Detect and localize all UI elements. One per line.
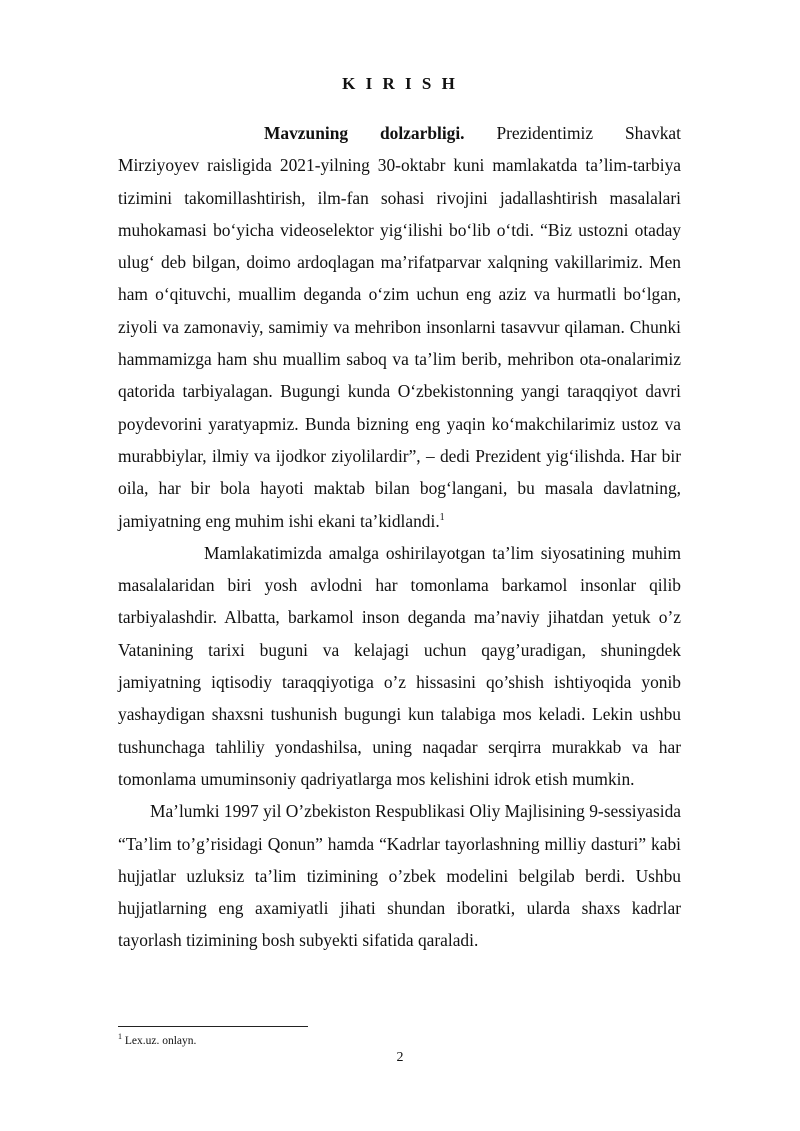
footnote-text: Lex.uz. onlayn. bbox=[124, 1035, 197, 1047]
footnote bbox=[118, 1032, 197, 1047]
paragraph-text: Prezidentimiz Shavkat Mirziyoyev raisligida 2021-yilning 30-oktabr kuni mamlakatda ta’lim-tarbiya tizimini takomillashtirish, ilm-fan sohasi rivojini jadallashtirish masalalari muhokamasi bo‘yicha videoselektor yig‘ilishi bo‘lib o‘tdi. “Biz ustozni otaday ulug‘ deb bilgan, doimo ardoqlagan ma’rifatparvar xalqning vakillarimiz. Men ham o‘qituvchi, muallim deganda o‘zim uchun eng aziz va hurmatli bo‘lgan, ziyoli va zamonaviy, samimiy va mehribon insonlarni tasavvur qilaman. Chunki hammamizga ham shu muallim saboq va ta’lim berib, mehribon ota-onalarimiz qatorida tarbiyalagan. Bugungi kunda O‘zbekistonning yangi taraqqiyot davri poydevorini yaratyapmiz. Bunda bizning eng yaqin ko‘makchilarimiz ustoz va murabbiylar, ilmiy va ijodkor ziyolilardir”, – dedi Prezident yig‘ilishda. Har bir oila, har bir bola hayoti maktab bilan bog‘langani, bu masala davlatning, jamiyatning eng muhim ishi ekani ta’kidlandi. bbox=[118, 123, 681, 531]
footnote-reference[interactable]: 1 bbox=[439, 511, 445, 523]
paragraph-law-1997: Ma’lumki 1997 yil O’zbekiston Respublikasi Oliy Majlisining 9-sessiyasida “Ta’lim to’g’risidagi Qonun” hamda “Kadrlar tayorlashning milliy dasturi” kabi hujjatlar uzluksiz ta’lim tizimining o’zbek modelini belgilab berdi. Ushbu hujjatlarning eng axamiyatli jihati shundan iboratki, ularda shaxs kadrlar tayorlash tizimining bosh subyekti sifatida qaraladi. bbox=[118, 801, 681, 951]
page-number: 2 bbox=[396, 1050, 404, 1065]
paragraph-relevance bbox=[118, 117, 681, 537]
footnote-number: 1 bbox=[118, 1032, 122, 1042]
section-heading: K I R I S H bbox=[342, 74, 458, 93]
footnote-divider bbox=[118, 1026, 308, 1027]
paragraph-lead: Mavzuning dolzarbligi. bbox=[264, 123, 465, 143]
paragraph-education-policy: Mamlakatimizda amalga oshirilayotgan ta’lim siyosatining muhim masalalaridan biri yosh avlodni har tomonlama barkamol insonlar qilib tarbiyalashdir. Albatta, barkamol inson deganda ma’naviy jihatdan yetuk o’z Vatanining tarixi buguni va kelajagi uchun qayg’uradigan, shuningdek jamiyatning iqtisodiy taraqqiyotiga o’z hissasini qo’shish ishtiyoqida yonib yashaydigan shaxsni tushunish bugungi kun talabiga mos keladi. Lekin ushbu tushunchaga tahliliy yondashilsa, uning naqadar serqirra murakkab va har tomonlama umuminsoniy qadriyatlarga mos kelishini idrok etish mumkin. bbox=[118, 542, 681, 789]
body-text bbox=[118, 117, 681, 957]
